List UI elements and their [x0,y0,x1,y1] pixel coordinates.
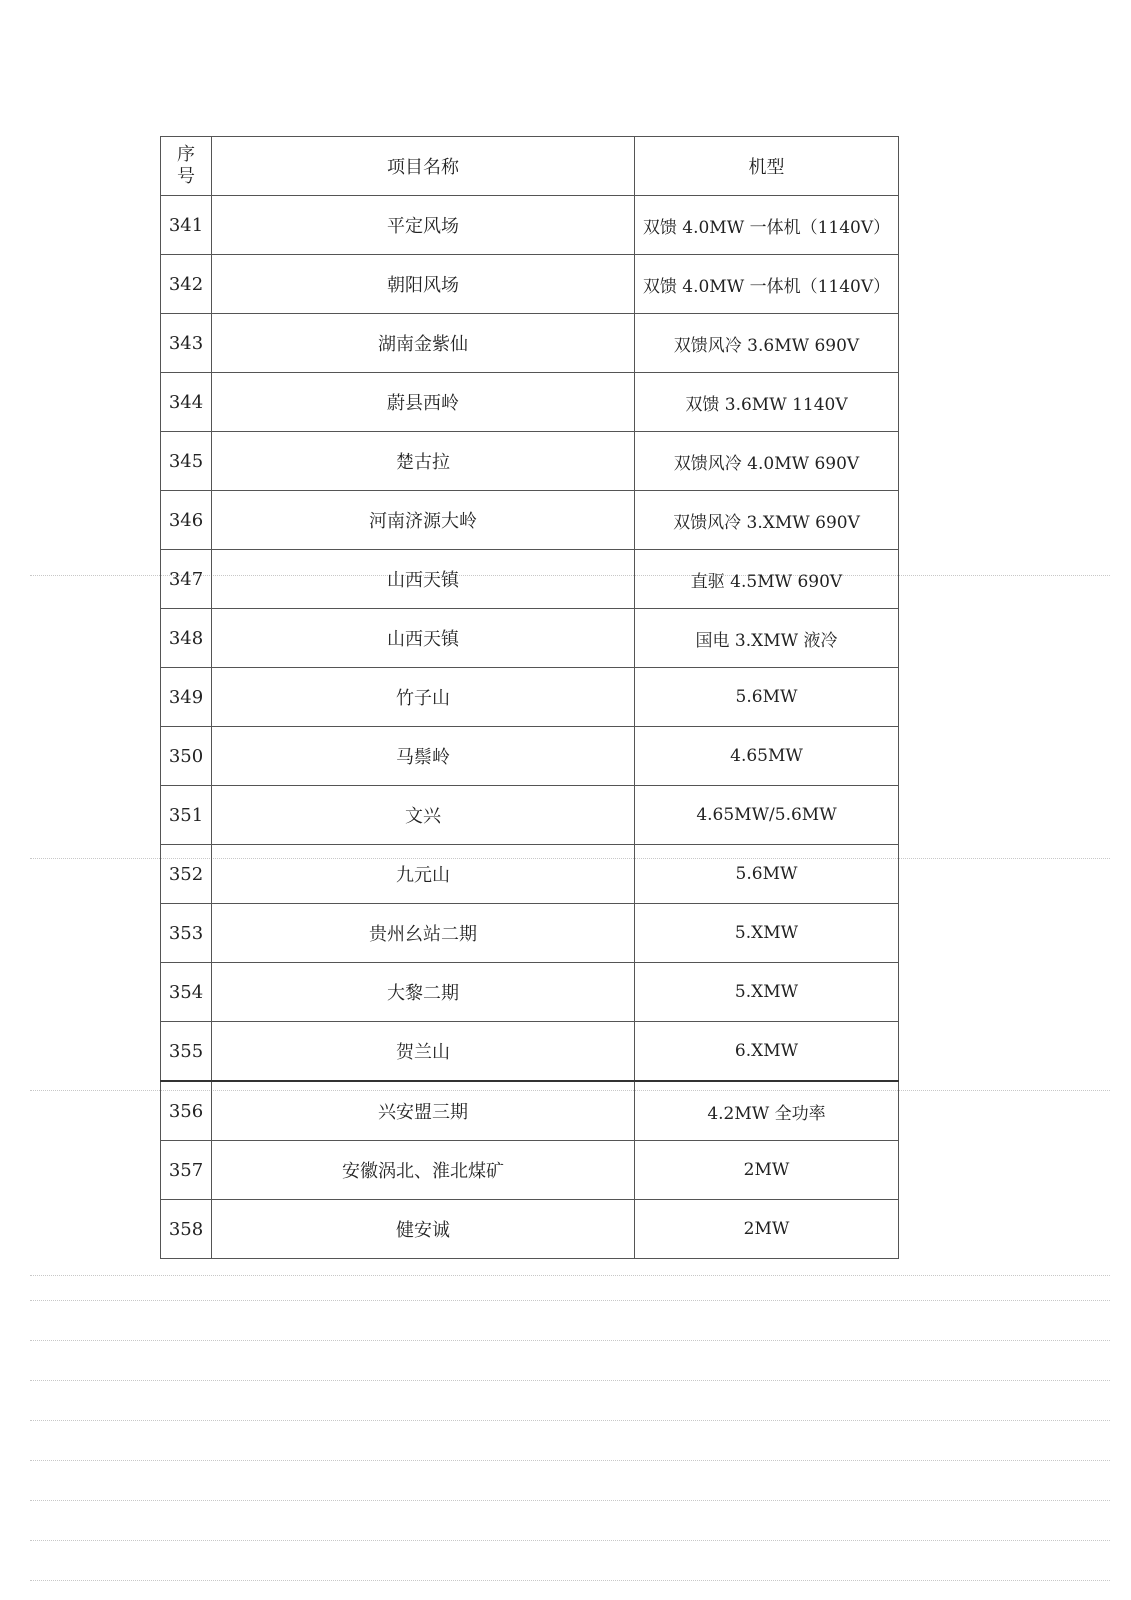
table-row [161,373,899,432]
table-body [161,196,899,1259]
row-model: 5.XMW [635,904,899,963]
row-model: 双馈风冷 4.0MW 690V [635,432,899,491]
row-project-name: 安徽涡北、淮北煤矿 [212,1141,635,1200]
row-model: 双馈 3.6MW 1140V [635,373,899,432]
row-project-name: 朝阳风场 [212,255,635,314]
row-model: 5.6MW [635,668,899,727]
row-project-name: 湖南金紫仙 [212,314,635,373]
header-serial-number: 序号 [161,137,212,196]
row-project-name: 竹子山 [212,668,635,727]
row-serial-number: 348 [161,609,212,668]
row-project-name: 马鬃岭 [212,727,635,786]
row-serial-number: 343 [161,314,212,373]
table-row [161,1022,899,1082]
row-serial-number: 350 [161,727,212,786]
row-project-name: 大黎二期 [212,963,635,1022]
row-serial-number: 342 [161,255,212,314]
row-project-name: 兴安盟三期 [212,1081,635,1141]
table-row [161,845,899,904]
row-serial-number: 353 [161,904,212,963]
row-serial-number: 354 [161,963,212,1022]
table-row [161,1141,899,1200]
table-row [161,491,899,550]
project-table [160,136,899,1259]
table-row [161,609,899,668]
table-row [161,727,899,786]
row-model: 5.6MW [635,845,899,904]
row-project-name: 贵州幺站二期 [212,904,635,963]
table-row [161,1200,899,1259]
row-model: 双馈 4.0MW 一体机（1140V） [635,196,899,255]
scan-artifact-line [30,1500,1110,1501]
row-model: 2MW [635,1141,899,1200]
table-row [161,786,899,845]
row-model: 4.2MW 全功率 [635,1081,899,1141]
scan-artifact-line [30,1380,1110,1381]
row-serial-number: 349 [161,668,212,727]
row-serial-number: 356 [161,1081,212,1141]
header-project-name: 项目名称 [212,137,635,196]
row-serial-number: 352 [161,845,212,904]
row-project-name: 贺兰山 [212,1022,635,1082]
row-serial-number: 344 [161,373,212,432]
table-row [161,550,899,609]
table-row [161,314,899,373]
row-project-name: 蔚县西岭 [212,373,635,432]
row-model: 国电 3.XMW 液冷 [635,609,899,668]
row-model: 双馈风冷 3.6MW 690V [635,314,899,373]
scan-artifact-line [30,1540,1110,1541]
table-row [161,668,899,727]
row-project-name: 平定风场 [212,196,635,255]
row-serial-number: 358 [161,1200,212,1259]
row-model: 2MW [635,1200,899,1259]
row-serial-number: 351 [161,786,212,845]
row-project-name: 山西天镇 [212,550,635,609]
table-row [161,432,899,491]
row-model: 4.65MW [635,727,899,786]
row-serial-number: 355 [161,1022,212,1082]
scan-artifact-line [30,1340,1110,1341]
row-project-name: 山西天镇 [212,609,635,668]
row-project-name: 健安诚 [212,1200,635,1259]
row-model: 双馈 4.0MW 一体机（1140V） [635,255,899,314]
row-serial-number: 346 [161,491,212,550]
header-model: 机型 [635,137,899,196]
row-model: 4.65MW/5.6MW [635,786,899,845]
row-model: 直驱 4.5MW 690V [635,550,899,609]
row-project-name: 文兴 [212,786,635,845]
table-row [161,255,899,314]
row-project-name: 九元山 [212,845,635,904]
scan-artifact-line [30,1275,1110,1276]
row-model: 双馈风冷 3.XMW 690V [635,491,899,550]
row-serial-number: 341 [161,196,212,255]
scan-artifact-line [30,1580,1110,1581]
scan-artifact-line [30,1460,1110,1461]
table-row [161,904,899,963]
table-header-row [161,137,899,196]
row-serial-number: 347 [161,550,212,609]
row-project-name: 河南济源大岭 [212,491,635,550]
row-project-name: 楚古拉 [212,432,635,491]
table-row [161,963,899,1022]
table-row [161,1081,899,1141]
scan-artifact-line [30,1300,1110,1301]
table-row [161,196,899,255]
row-model: 5.XMW [635,963,899,1022]
row-model: 6.XMW [635,1022,899,1082]
scan-artifact-line [30,1420,1110,1421]
row-serial-number: 357 [161,1141,212,1200]
row-serial-number: 345 [161,432,212,491]
